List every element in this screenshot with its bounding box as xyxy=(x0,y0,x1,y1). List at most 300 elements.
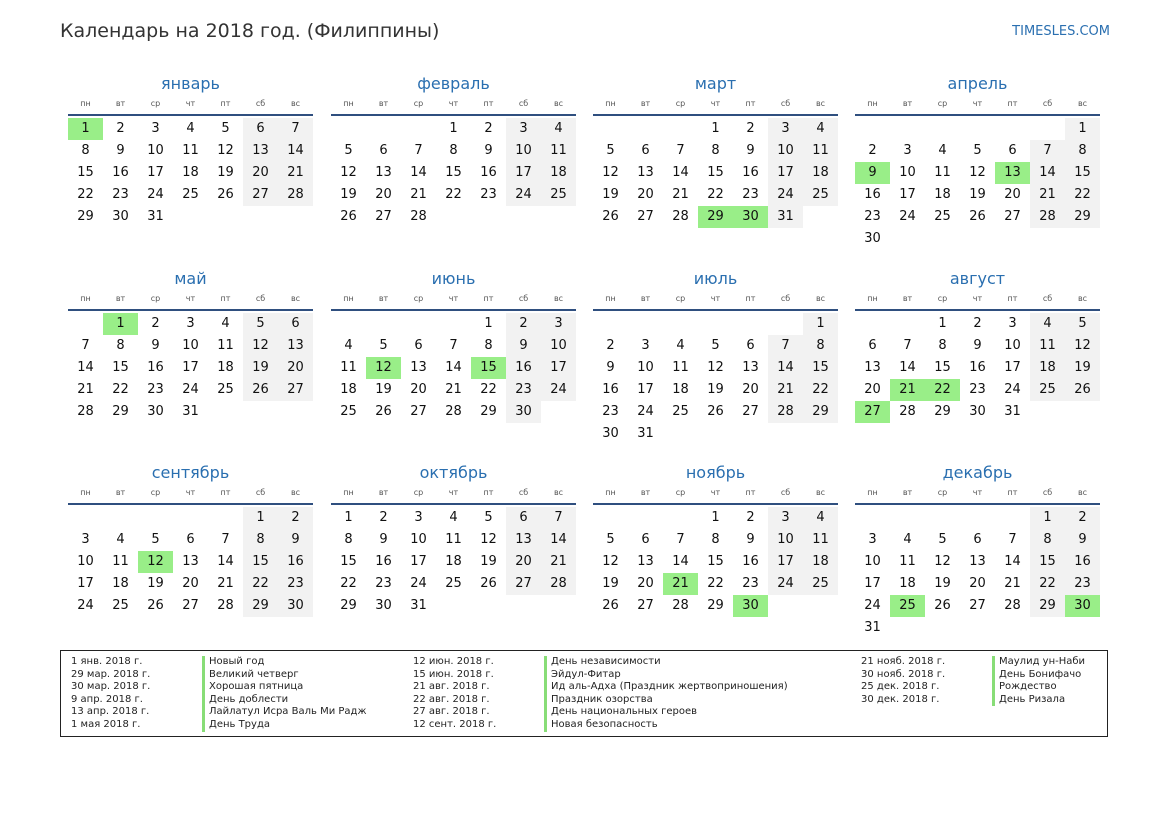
day-cell: 2 xyxy=(973,316,982,331)
weekday-label: ср xyxy=(413,99,424,108)
month-7 xyxy=(593,267,838,445)
month-4 xyxy=(855,72,1100,250)
day-cell: 13 xyxy=(243,140,278,162)
day-cell: 3 xyxy=(81,532,90,547)
day-cell: 5 xyxy=(151,532,160,547)
weekday-label: ср xyxy=(675,99,686,108)
weekday-label: вс xyxy=(815,99,826,108)
site-link[interactable]: TIMESLES.COM xyxy=(1012,24,1110,39)
weekday-label: пт xyxy=(483,294,494,303)
weekday-label: вс xyxy=(815,488,826,497)
day-cell: 9 xyxy=(746,143,755,158)
day-cell: 18 xyxy=(340,382,357,397)
day-cell: 5 xyxy=(973,143,982,158)
day-cell: 29 xyxy=(112,404,129,419)
day-cell: 1 xyxy=(711,510,720,525)
weekday-label: сб xyxy=(518,488,529,497)
day-cell: 26 xyxy=(147,598,164,613)
day-cell: 6 xyxy=(1008,143,1017,158)
day-cell: 16 xyxy=(147,360,164,375)
legend-item xyxy=(71,669,366,682)
day-cell: 22 xyxy=(707,576,724,591)
holiday-date: 12 сент. 2018 г. xyxy=(413,718,497,730)
day-cell: 13 xyxy=(182,554,199,569)
weekday-header xyxy=(855,96,1100,112)
day-cell: 1 xyxy=(938,316,947,331)
day-cell: 13 xyxy=(742,360,759,375)
day-cell: 30 xyxy=(969,404,986,419)
weekday-label: вт xyxy=(378,99,389,108)
day-cell: 20 xyxy=(637,576,654,591)
day-cell: 25 xyxy=(340,404,357,419)
day-cell: 9 xyxy=(973,338,982,353)
days-grid xyxy=(331,507,576,639)
day-cell: 19 xyxy=(707,382,724,397)
day-cell: 5 xyxy=(243,313,278,335)
holiday-date: 25 дек. 2018 г. xyxy=(861,681,940,693)
day-cell: 21 xyxy=(445,382,462,397)
day-cell: 11 xyxy=(340,360,357,375)
day-cell: 4 xyxy=(803,507,838,529)
day-cell: 1 xyxy=(1030,507,1065,529)
month-name: июнь xyxy=(431,269,476,288)
holiday-name: Рождество xyxy=(992,681,1057,694)
day-cell: 18 xyxy=(672,382,689,397)
month-divider xyxy=(855,503,1100,505)
day-cell: 27 xyxy=(969,598,986,613)
weekday-label: чт xyxy=(185,99,196,108)
holiday-legend xyxy=(60,650,1108,737)
day-cell: 2 xyxy=(606,338,615,353)
day-cell: 22 xyxy=(1065,184,1100,206)
day-cell: 5 xyxy=(938,532,947,547)
day-cell: 6 xyxy=(379,143,388,158)
weekday-header xyxy=(593,96,838,112)
day-cell: 10 xyxy=(768,529,803,551)
day-cell: 27 xyxy=(375,209,392,224)
weekday-label: вт xyxy=(902,99,913,108)
weekday-header xyxy=(68,485,313,501)
day-cell: 31 xyxy=(864,620,881,635)
legend-item xyxy=(861,681,1085,694)
day-cell: 26 xyxy=(480,576,497,591)
holiday-date: 29 мар. 2018 г. xyxy=(71,668,151,680)
day-cell: 6 xyxy=(973,532,982,547)
weekday-label: вт xyxy=(378,488,389,497)
day-cell: 1 xyxy=(344,510,353,525)
day-cell: 20 xyxy=(506,551,541,573)
day-cell: 25 xyxy=(445,576,462,591)
day-cell: 17 xyxy=(768,551,803,573)
month-1 xyxy=(68,72,313,250)
legend-item xyxy=(413,681,788,694)
holiday-name: День Ризала xyxy=(992,694,1065,707)
day-cell: 12 xyxy=(934,554,951,569)
day-cell: 24 xyxy=(541,379,576,401)
day-cell: 13 xyxy=(278,335,313,357)
weekday-label: пт xyxy=(1007,294,1018,303)
day-cell: 3 xyxy=(541,313,576,335)
holiday-name: Новый год xyxy=(202,656,264,669)
weekday-label: вс xyxy=(1077,294,1088,303)
day-cell: 12 xyxy=(1065,335,1100,357)
day-cell: 30 xyxy=(112,209,129,224)
day-cell: 23 xyxy=(969,382,986,397)
day-cell: 22 xyxy=(480,382,497,397)
day-cell: 7 xyxy=(1030,140,1065,162)
day-cell: 1 xyxy=(803,313,838,335)
days-grid xyxy=(68,313,313,445)
weekday-label: вт xyxy=(902,294,913,303)
day-cell: 15 xyxy=(445,165,462,180)
holiday-date: 30 нояб. 2018 г. xyxy=(861,668,946,680)
month-name: октябрь xyxy=(419,463,488,482)
day-cell: 6 xyxy=(414,338,423,353)
holiday-date: 12 июн. 2018 г. xyxy=(413,656,494,667)
day-cell: 2 xyxy=(151,316,160,331)
day-cell: 21 xyxy=(278,162,313,184)
weekday-label: пт xyxy=(1007,99,1018,108)
day-cell: 24 xyxy=(637,404,654,419)
day-cell: 16 xyxy=(375,554,392,569)
day-cell: 14 xyxy=(1004,554,1021,569)
day-cell: 27 xyxy=(637,209,654,224)
day-cell: 9 xyxy=(606,360,615,375)
day-cell: 23 xyxy=(602,404,619,419)
day-cell: 22 xyxy=(243,573,278,595)
month-name: январь xyxy=(161,74,220,93)
day-cell: 7 xyxy=(676,143,685,158)
day-cell: 16 xyxy=(506,357,541,379)
day-cell: 1 xyxy=(243,507,278,529)
day-cell: 28 xyxy=(899,404,916,419)
day-cell: 10 xyxy=(541,335,576,357)
day-cell: 13 xyxy=(637,554,654,569)
month-3 xyxy=(593,72,838,250)
day-cell: 10 xyxy=(637,360,654,375)
holiday-day-cell: 30 xyxy=(733,595,768,617)
day-cell: 4 xyxy=(186,121,195,136)
legend-item xyxy=(413,719,788,732)
day-cell: 23 xyxy=(480,187,497,202)
day-cell: 13 xyxy=(969,554,986,569)
weekday-label: вс xyxy=(553,99,564,108)
day-cell: 1 xyxy=(1065,118,1100,140)
month-12 xyxy=(855,461,1100,639)
day-cell: 13 xyxy=(410,360,427,375)
day-cell: 22 xyxy=(1030,573,1065,595)
day-cell: 10 xyxy=(506,140,541,162)
day-cell: 5 xyxy=(221,121,230,136)
day-cell: 6 xyxy=(641,532,650,547)
legend-column-1 xyxy=(71,656,366,732)
day-cell: 25 xyxy=(803,184,838,206)
month-divider xyxy=(593,114,838,116)
day-cell: 11 xyxy=(803,529,838,551)
weekday-label: ср xyxy=(150,488,161,497)
weekday-label: пн xyxy=(605,488,616,497)
day-cell: 23 xyxy=(112,187,129,202)
holiday-name: Ид аль-Адха (Праздник жертвоприношения) xyxy=(544,681,788,694)
day-cell: 13 xyxy=(864,360,881,375)
day-cell: 5 xyxy=(606,532,615,547)
day-cell: 17 xyxy=(182,360,199,375)
day-cell: 28 xyxy=(278,184,313,206)
day-cell: 19 xyxy=(602,187,619,202)
day-cell: 8 xyxy=(243,529,278,551)
weekday-label: сб xyxy=(255,294,266,303)
day-cell: 14 xyxy=(672,554,689,569)
weekday-label: сб xyxy=(255,488,266,497)
day-cell: 6 xyxy=(868,338,877,353)
weekday-label: вт xyxy=(640,99,651,108)
day-cell: 15 xyxy=(112,360,129,375)
day-cell: 18 xyxy=(1030,357,1065,379)
day-cell: 9 xyxy=(1065,529,1100,551)
weekday-label: чт xyxy=(972,99,983,108)
weekday-label: сб xyxy=(1042,294,1053,303)
day-cell: 30 xyxy=(506,401,541,423)
month-11 xyxy=(593,461,838,639)
day-cell: 24 xyxy=(410,576,427,591)
holiday-date: 1 мая 2018 г. xyxy=(71,718,141,730)
weekday-label: вт xyxy=(640,294,651,303)
day-cell: 19 xyxy=(480,554,497,569)
day-cell: 16 xyxy=(480,165,497,180)
day-cell: 12 xyxy=(707,360,724,375)
day-cell: 10 xyxy=(1004,338,1021,353)
day-cell: 6 xyxy=(746,338,755,353)
weekday-label: вс xyxy=(553,294,564,303)
holiday-date: 22 авг. 2018 г. xyxy=(413,693,490,705)
day-cell: 29 xyxy=(480,404,497,419)
day-cell: 17 xyxy=(541,357,576,379)
day-cell: 4 xyxy=(116,532,125,547)
day-cell: 26 xyxy=(1065,379,1100,401)
day-cell: 15 xyxy=(1065,162,1100,184)
day-cell: 15 xyxy=(340,554,357,569)
holiday-day-cell: 25 xyxy=(890,595,925,617)
day-cell: 2 xyxy=(484,121,493,136)
weekday-label: пн xyxy=(605,294,616,303)
day-cell: 28 xyxy=(410,209,427,224)
day-cell: 13 xyxy=(506,529,541,551)
day-cell: 12 xyxy=(217,143,234,158)
holiday-date: 1 янв. 2018 г. xyxy=(71,656,143,667)
day-cell: 4 xyxy=(803,118,838,140)
day-cell: 16 xyxy=(969,360,986,375)
day-cell: 8 xyxy=(344,532,353,547)
day-cell: 18 xyxy=(182,165,199,180)
weekday-label: ср xyxy=(675,488,686,497)
legend-column-3 xyxy=(861,656,1085,706)
holiday-day-cell: 27 xyxy=(855,401,890,423)
day-cell: 22 xyxy=(340,576,357,591)
day-cell: 23 xyxy=(742,187,759,202)
day-cell: 28 xyxy=(1030,206,1065,228)
weekday-label: чт xyxy=(185,294,196,303)
day-cell: 9 xyxy=(151,338,160,353)
weekday-label: пн xyxy=(867,99,878,108)
day-cell: 16 xyxy=(864,187,881,202)
day-cell: 28 xyxy=(768,401,803,423)
month-8 xyxy=(855,267,1100,445)
day-cell: 10 xyxy=(768,140,803,162)
day-cell: 11 xyxy=(541,140,576,162)
weekday-header xyxy=(331,291,576,307)
day-cell: 12 xyxy=(602,554,619,569)
day-cell: 25 xyxy=(803,573,838,595)
holiday-day-cell: 30 xyxy=(733,206,768,228)
day-cell: 29 xyxy=(934,404,951,419)
day-cell: 10 xyxy=(864,554,881,569)
day-cell: 28 xyxy=(77,404,94,419)
weekday-header xyxy=(855,291,1100,307)
days-grid xyxy=(855,313,1100,445)
legend-item xyxy=(861,694,1085,707)
month-name: сентябрь xyxy=(151,463,230,482)
day-cell: 6 xyxy=(278,313,313,335)
day-cell: 12 xyxy=(340,165,357,180)
weekday-label: вс xyxy=(815,294,826,303)
month-divider xyxy=(593,309,838,311)
day-cell: 16 xyxy=(602,382,619,397)
holiday-day-cell: 21 xyxy=(890,379,925,401)
day-cell: 9 xyxy=(484,143,493,158)
day-cell: 5 xyxy=(1065,313,1100,335)
day-cell: 20 xyxy=(243,162,278,184)
weekday-label: пт xyxy=(745,294,756,303)
weekday-label: пн xyxy=(343,488,354,497)
legend-item xyxy=(413,694,788,707)
day-cell: 20 xyxy=(969,576,986,591)
day-cell: 7 xyxy=(903,338,912,353)
month-name: апрель xyxy=(947,74,1008,93)
days-grid xyxy=(855,507,1100,639)
day-cell: 4 xyxy=(1030,313,1065,335)
weekday-header xyxy=(593,291,838,307)
weekday-label: пт xyxy=(220,99,231,108)
day-cell: 15 xyxy=(803,357,838,379)
weekday-label: чт xyxy=(448,488,459,497)
day-cell: 21 xyxy=(77,382,94,397)
day-cell: 9 xyxy=(278,529,313,551)
legend-item xyxy=(71,694,366,707)
day-cell: 31 xyxy=(637,426,654,441)
day-cell: 18 xyxy=(217,360,234,375)
day-cell: 27 xyxy=(182,598,199,613)
weekday-label: сб xyxy=(518,294,529,303)
month-divider xyxy=(331,114,576,116)
day-cell: 18 xyxy=(803,162,838,184)
day-cell: 17 xyxy=(637,382,654,397)
day-cell: 21 xyxy=(672,187,689,202)
holiday-name: Праздник озорства xyxy=(544,694,653,707)
days-grid xyxy=(593,313,838,445)
day-cell: 24 xyxy=(182,382,199,397)
day-cell: 31 xyxy=(182,404,199,419)
day-cell: 23 xyxy=(506,379,541,401)
day-cell: 20 xyxy=(1004,187,1021,202)
day-cell: 14 xyxy=(77,360,94,375)
days-grid xyxy=(593,507,838,639)
holiday-name: Маулид ун-Наби xyxy=(992,656,1085,669)
day-cell: 10 xyxy=(182,338,199,353)
holiday-date: 30 мар. 2018 г. xyxy=(71,681,151,693)
day-cell: 17 xyxy=(147,165,164,180)
day-cell: 14 xyxy=(672,165,689,180)
day-cell: 21 xyxy=(541,551,576,573)
day-cell: 30 xyxy=(864,231,881,246)
day-cell: 26 xyxy=(217,187,234,202)
day-cell: 23 xyxy=(375,576,392,591)
weekday-label: вс xyxy=(290,294,301,303)
day-cell: 28 xyxy=(541,573,576,595)
day-cell: 25 xyxy=(112,598,129,613)
day-cell: 14 xyxy=(410,165,427,180)
day-cell: 25 xyxy=(217,382,234,397)
day-cell: 27 xyxy=(243,184,278,206)
day-cell: 2 xyxy=(116,121,125,136)
day-cell: 11 xyxy=(672,360,689,375)
day-cell: 14 xyxy=(445,360,462,375)
weekday-label: ср xyxy=(413,294,424,303)
holiday-date: 21 авг. 2018 г. xyxy=(413,681,490,693)
day-cell: 25 xyxy=(1030,379,1065,401)
holiday-day-cell: 21 xyxy=(663,573,698,595)
day-cell: 24 xyxy=(768,184,803,206)
holiday-date: 27 авг. 2018 г. xyxy=(413,706,490,718)
day-cell: 26 xyxy=(707,404,724,419)
weekday-label: вт xyxy=(115,294,126,303)
holiday-day-cell: 1 xyxy=(103,313,138,335)
day-cell: 8 xyxy=(484,338,493,353)
weekday-header xyxy=(68,291,313,307)
holiday-date: 30 дек. 2018 г. xyxy=(861,693,940,705)
weekday-label: пн xyxy=(343,294,354,303)
weekday-label: чт xyxy=(448,294,459,303)
weekday-label: пт xyxy=(483,488,494,497)
day-cell: 15 xyxy=(707,554,724,569)
month-divider xyxy=(855,114,1100,116)
weekday-label: пн xyxy=(80,488,91,497)
day-cell: 3 xyxy=(903,143,912,158)
day-cell: 12 xyxy=(480,532,497,547)
day-cell: 4 xyxy=(541,118,576,140)
day-cell: 23 xyxy=(278,573,313,595)
day-cell: 9 xyxy=(379,532,388,547)
day-cell: 25 xyxy=(934,209,951,224)
month-name: август xyxy=(949,269,1006,288)
weekday-label: ср xyxy=(413,488,424,497)
day-cell: 9 xyxy=(506,335,541,357)
day-cell: 19 xyxy=(243,357,278,379)
holiday-name: День Бонифачо xyxy=(992,669,1081,682)
day-cell: 27 xyxy=(742,404,759,419)
day-cell: 3 xyxy=(186,316,195,331)
weekday-label: пт xyxy=(220,488,231,497)
day-cell: 12 xyxy=(969,165,986,180)
day-cell: 29 xyxy=(707,598,724,613)
day-cell: 11 xyxy=(803,140,838,162)
legend-item xyxy=(71,706,366,719)
day-cell: 29 xyxy=(77,209,94,224)
day-cell: 3 xyxy=(506,118,541,140)
day-cell: 10 xyxy=(410,532,427,547)
legend-column-2 xyxy=(413,656,788,732)
day-cell: 2 xyxy=(746,510,755,525)
day-cell: 20 xyxy=(410,382,427,397)
